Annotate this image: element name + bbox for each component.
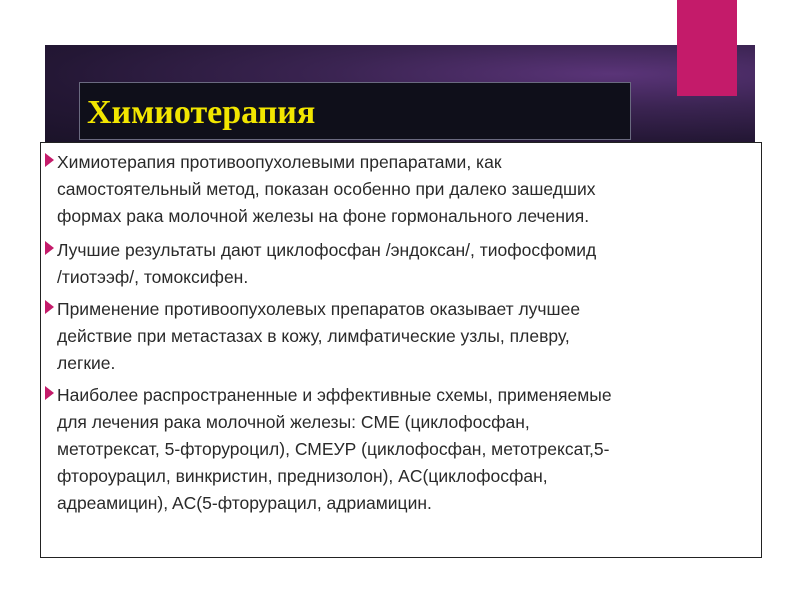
content-box bbox=[40, 142, 762, 558]
slide-title: Химиотерапия bbox=[87, 94, 316, 131]
bullet-arrow-icon bbox=[45, 153, 54, 167]
bullet-arrow-icon bbox=[45, 386, 54, 400]
bullet-arrow-icon bbox=[45, 300, 54, 314]
bullet-arrow-icon bbox=[45, 241, 54, 255]
title-box bbox=[79, 82, 631, 140]
bullet-text-1: Химиотерапия противоопухолевыми препаратами, как самостоятельный метод, показан особенно при далеко зашедших формах рака молочной железы на фоне гормонального лечения. bbox=[57, 152, 596, 226]
bullet-text-4: Наиболее распространенные и эффективные схемы, применяемые для лечения рака молочной железы: CME (циклофосфан, метотрексат, 5-фторуроцил), СМЕУР (циклофосфан, метотрексат,5- фтороурацил, винкристин, преднизолон), AC(циклофосфан, адреамицин), AC(5-фторурацил, адриамицин. bbox=[57, 385, 612, 513]
bullet-text-3: Применение противоопухолевых препаратов оказывает лучшее действие при метастазах в кожу, лимфатические узлы, плевру, легкие. bbox=[57, 299, 581, 373]
accent-bar bbox=[677, 0, 737, 96]
bullet-text-2: Лучшие результаты дают циклофосфан /эндоксан/, тиофосфомид /тиотээф/, томоксифен. bbox=[57, 240, 597, 287]
